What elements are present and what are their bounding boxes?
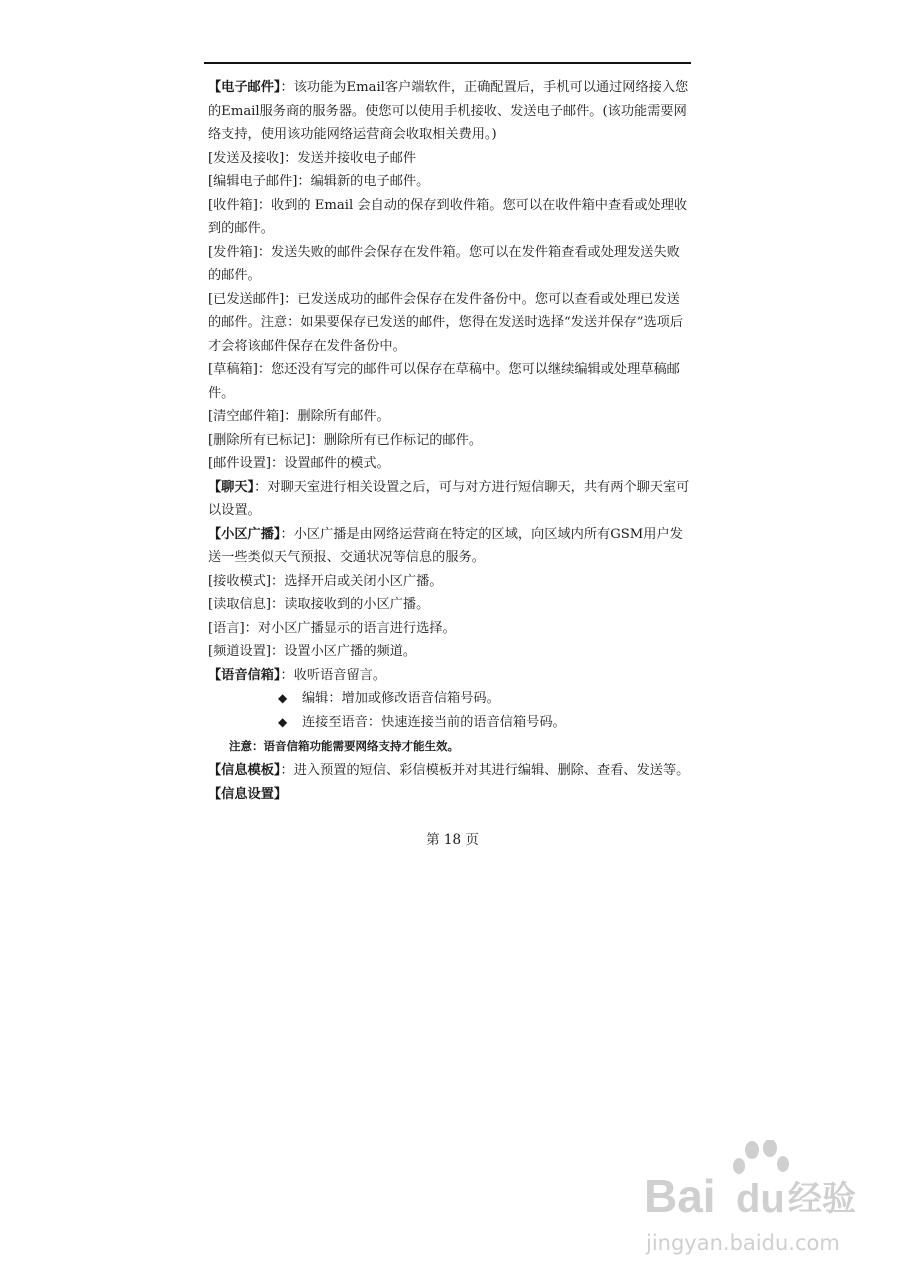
paragraph bbox=[208, 241, 693, 288]
diamond-bullet-icon: ◆ bbox=[278, 691, 288, 705]
paragraph bbox=[208, 288, 693, 359]
header-rule bbox=[204, 62, 691, 64]
paragraph-text: [清空邮件箱]：删除所有邮件。 bbox=[208, 409, 390, 424]
paragraph-text: [草稿箱]：您还没有写完的邮件可以保存在草稿中。您可以继续编辑或处理草稿邮件。 bbox=[208, 362, 680, 401]
paragraph bbox=[208, 405, 693, 429]
page-number: 第 18 页 bbox=[426, 832, 479, 848]
document-body bbox=[208, 76, 693, 806]
paragraph bbox=[208, 76, 693, 147]
paragraph-text: [发件箱]：发送失败的邮件会保存在发件箱。您可以在发件箱查看或处理发送失败的邮件。 bbox=[208, 244, 680, 283]
baidu-jingyan-watermark bbox=[640, 1140, 870, 1260]
paragraph bbox=[208, 640, 693, 664]
paragraph-text: [语言]：对小区广播显示的语言进行选择。 bbox=[208, 620, 456, 636]
watermark-url: jingyan.baidu.com bbox=[646, 1231, 840, 1255]
paragraph bbox=[208, 664, 693, 688]
voicemail-note: 注意：语音信箱功能需要网络支持才能生效。 bbox=[229, 739, 459, 753]
paragraph bbox=[208, 358, 693, 405]
watermark-cn: 经验 bbox=[788, 1179, 856, 1219]
section-heading: 【信息设置】 bbox=[208, 786, 288, 802]
watermark-brand: Bai bbox=[644, 1170, 716, 1222]
paragraph-text: [频道设置]：设置小区广播的频道。 bbox=[208, 644, 417, 659]
bullet-text: 编辑：增加或修改语音信箱号码。 bbox=[302, 691, 500, 706]
section-heading: 【电子邮件】 bbox=[208, 80, 281, 95]
paragraph-text: ：该功能为Email客户端软件，正确配置后，手机可以通过网络接入您的Email服务商的服务器。使您可以使用手机接收、发送电子邮件。(该功能需要网络支持，使用该功能网络运营商会收取相关费用。) bbox=[208, 80, 689, 142]
paragraph-text: [编辑电子邮件]：编辑新的电子邮件。 bbox=[208, 174, 430, 189]
bullet-item bbox=[208, 687, 693, 711]
paragraph-text: ：对聊天室进行相关设置之后，可与对方进行短信聊天，共有两个聊天室可以设置。 bbox=[208, 479, 690, 518]
paragraph bbox=[208, 523, 693, 570]
paw-logo-icon bbox=[733, 1140, 789, 1174]
paragraph bbox=[208, 570, 693, 594]
watermark-brand-du: du bbox=[736, 1177, 785, 1221]
section-heading: 【聊天】 bbox=[208, 479, 255, 495]
paragraph-text: ：进入预置的短信、彩信模板并对其进行编辑、删除、查看、发送等。 bbox=[280, 763, 690, 778]
diamond-bullet-icon: ◆ bbox=[278, 714, 288, 729]
paragraph-text: [发送及接收]：发送并接收电子邮件 bbox=[208, 150, 417, 166]
section-heading: 【信息模板】 bbox=[208, 763, 281, 778]
paragraph-text: [删除所有已标记]：删除所有已作标记的邮件。 bbox=[208, 432, 483, 448]
paragraph-text: [读取信息]：读取接收到的小区广播。 bbox=[208, 597, 430, 612]
paragraph-text: ：收听语音留言。 bbox=[280, 667, 387, 683]
paragraph bbox=[208, 476, 693, 523]
bullet-text: 连接至语音：快速连接当前的语音信箱号码。 bbox=[302, 714, 566, 730]
paragraph-text: [邮件设置]：设置邮件的模式。 bbox=[208, 456, 390, 471]
paragraph bbox=[208, 429, 693, 453]
section-heading: 【小区广播】 bbox=[208, 526, 281, 542]
paragraph bbox=[208, 617, 693, 641]
paragraph bbox=[208, 593, 693, 617]
paragraph bbox=[208, 147, 693, 171]
paragraph-text: [收件箱]：收到的 Email 会自动的保存到收件箱。您可以在收件箱中查看或处理收到的邮件。 bbox=[208, 197, 688, 236]
section-heading: 【语音信箱】 bbox=[208, 667, 281, 683]
paragraph bbox=[208, 452, 693, 476]
paragraph bbox=[208, 759, 693, 783]
paragraph bbox=[208, 170, 693, 194]
bullet-item bbox=[208, 711, 693, 735]
paragraph-text: [已发送邮件]：已发送成功的邮件会保存在发件备份中。您可以查看或处理已发送的邮件。注意：如果要保存已发送的邮件，您得在发送时选择“发送并保存”选项后才会将该邮件保存在发件备份中。 bbox=[208, 291, 684, 354]
paragraph bbox=[208, 783, 693, 807]
paragraph-text: [接收模式]：选择开启或关闭小区广播。 bbox=[208, 573, 443, 589]
paragraph bbox=[208, 194, 693, 241]
paragraph-text: ：小区广播是由网络运营商在特定的区域，向区域内所有GSM用户发送一些类似天气预报、交通状况等信息的服务。 bbox=[208, 526, 683, 565]
